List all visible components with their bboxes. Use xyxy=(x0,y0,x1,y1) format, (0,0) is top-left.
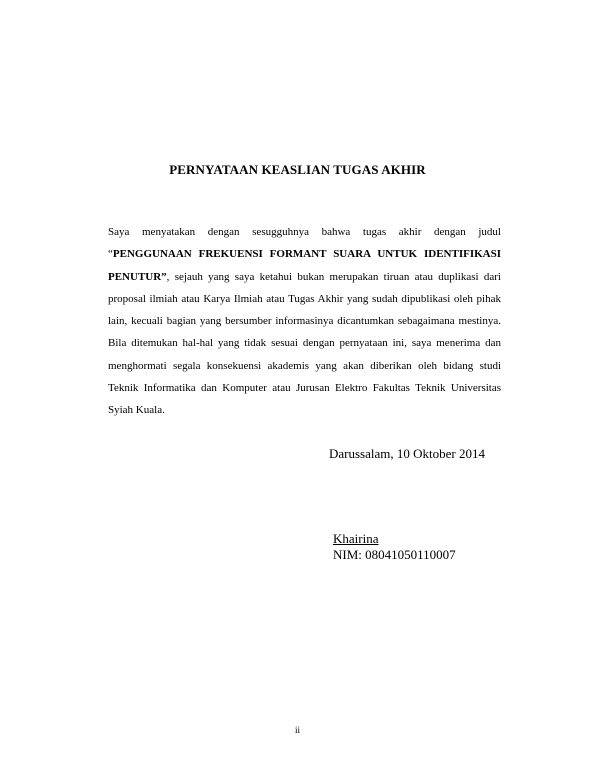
signer-block xyxy=(333,531,456,563)
place-date: Darussalam, 10 Oktober 2014 xyxy=(329,446,485,461)
signer-nim: NIM: 08041050110007 xyxy=(333,547,456,562)
statement-rest: , sejauh yang saya ketahui bukan merupakan tiruan atau duplikasi dari proposal ilmiah atau Karya Ilmiah atau Tugas Akhir yang sudah dipublikasi oleh pihak lain, kecuali bagian yang bersumber informasinya dicantumkan sebagaimana mestinya. Bila ditemukan hal-hal yang tidak sesuai dengan pernyataan ini, saya menerima dan menghormati segala konsekuensi akademis yang akan diberikan oleh bidang studi Teknik Informatika dan Komputer atau Jurusan Elektro Fakultas Teknik Universitas Syiah Kuala. xyxy=(108,270,501,417)
signer-name: Khairina xyxy=(333,531,379,546)
page-number: ii xyxy=(294,725,300,735)
thesis-title: PENGGUNAAN FREKUENSI FORMANT SUARA UNTUK IDENTIFIKASI PENUTUR” xyxy=(108,248,501,283)
document-title: PERNYATAAN KEASLIAN TUGAS AKHIR xyxy=(169,162,426,177)
statement-paragraph xyxy=(108,221,501,422)
statement-intro: Saya menyatakan dengan sesugguhnya bahwa tugas akhir dengan judul “ xyxy=(108,226,501,261)
